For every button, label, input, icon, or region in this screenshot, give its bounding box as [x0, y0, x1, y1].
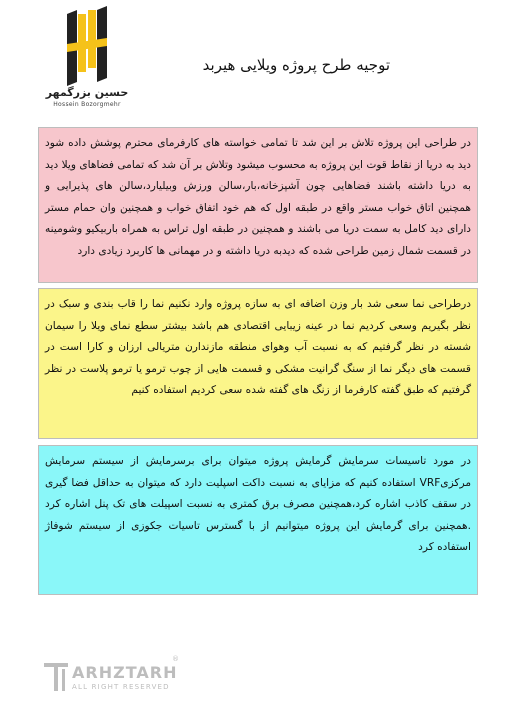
logo-name-persian: حسین بزرگمهر: [45, 86, 129, 99]
section-hvac-text: در مورد تاسیسات سرمایش گرمایش پروژه میتوان برای برسرمایش از سیستم سرمایش مرکزیVRF استفاده کنیم که مزایای به نسبت داکت اسپلیت دارد که میتوان به حداقل فضا گیری در سقف کاذب اشاره کرد،همچنین مصرف برق کمتری به نسبت اسپیلت های تک پنل اشاره کرد .همچنین برای گرمایش این پروژه میتوانیم از با گسترس تاسیات جکوزی از سیستم شوفاژ استفاده کرد: [45, 455, 471, 554]
registered-mark: ®: [172, 655, 179, 663]
section-facade: [38, 288, 478, 439]
footer-rights: ALL RIGHT RESERVED: [72, 683, 170, 691]
section-hvac: [38, 445, 478, 595]
section-layout-and-views: [38, 127, 478, 283]
footer-brand: ARHZTARH: [72, 663, 178, 682]
section-layout-text: در طراحی این پروژه تلاش بر این شد تا تمامی خواسته های کارفرمای محترم پوشش داده شود دید به دریا از نقاط قوت این پروژه به محسوب میشود وتلاش بر آن شد که تمامی فضاهای ویلا دید به دریا داشته باشند فضاهایی چون آشپزخانه،بار،سالن ورزش وبیلیارد،سالن های پذیرایی و همچنین اتاق خواب مستر واقع در طبقه اول که هم خود اتفاق خواب و همچنین وان حمام مستر دارای دید کامل به سمت دریا می باشند و همچنین در طبقه اول تراس به همراه باربیکیو وشومینه در قسمت شمال زمین طراحی شده که دیدبه دریا داشته و در مهمانی ها کاربرد زیادی دارد: [45, 137, 471, 257]
section-facade-text: درطراحی نما سعی شد بار وزن اضافه ای به سازه پروژه وارد نکنیم نما را قاب بندی و سبک در نظر بگیریم وسعی کردیم نما در عینه زیبایی اقتصادی هم باشد بیشتر سطع نمای ویلا را سیمان شسته در نظر گرفتیم که به نسبت آب وهوای منطقه مازندارن متریالی ارزان و کارا است در قسمت های دیگر نما از سنگ گرانیت مشکی و قسمت هایی از چوب ترمو یا ترمو پلاست در نظر گرفتیم که طبق گفته کارفرما از زنگ های گفته شده سعی کردیم استفاده کنیم: [45, 298, 471, 397]
logo-name-english: Hossein Bozorgmehr: [53, 101, 121, 108]
page-title: توجیه طرح پروژه ویلایی هیربد: [202, 56, 390, 74]
